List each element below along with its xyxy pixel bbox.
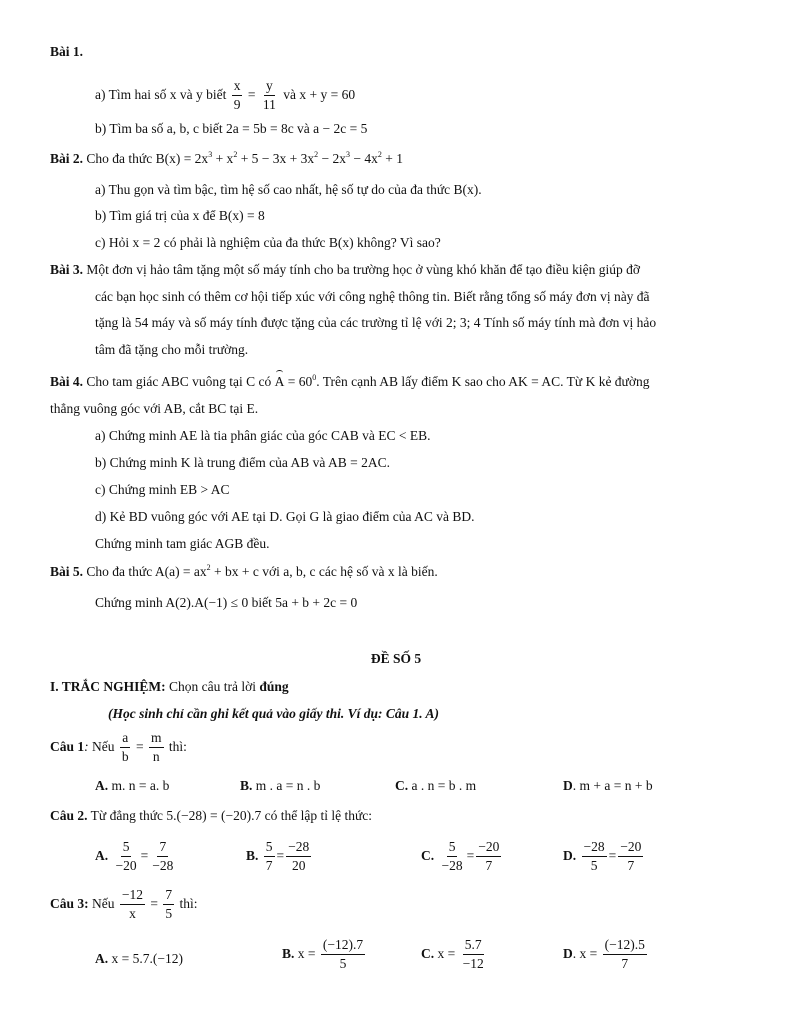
cau2-text: Từ đẳng thức 5.(−28) = (−20).7 có thể lập tỉ lệ thức: [90,808,373,823]
option-letter: B. [240,778,253,793]
option-letter: B. [282,945,295,961]
bai1-b: b) Tìm ba số a, b, c biết 2a = 5b = 8c và a − 2c = 5 [95,121,368,136]
part1-note: (Học sinh chỉ cần ghi kết quả vào giấy thi. Ví dụ: Câu 1. A) [108,706,440,721]
option-pre: . x = [572,945,598,961]
fraction [476,840,501,873]
option-pre: x = [297,945,316,961]
option-letter: C. [395,778,409,793]
de-title: ĐỀ SỐ 5 [370,651,422,666]
bai2-b: b) Tìm giá trị của x để B(x) = 8 [95,208,265,223]
num: 5 [447,840,458,857]
num: −28 [286,840,311,857]
cau1-option-a [95,779,169,793]
angle-a: A [274,374,285,389]
cau2-option-a [95,840,177,873]
option-value: x = 5.7.(−12) [111,951,183,966]
cau2-label: Câu 2. [50,808,88,823]
option-letter: B. [246,847,259,863]
den: b [121,749,129,765]
equals: = [150,895,159,911]
fraction-m-n [149,731,164,764]
fraction [321,938,365,971]
fraction [603,938,647,971]
bai1-title: Bài 1. [50,44,84,59]
den: 11 [262,97,276,113]
num: x [232,79,243,96]
cau3-question [50,888,198,921]
fraction-x-9 [232,79,243,112]
cau2-question [50,809,372,823]
bai3-line1 [50,263,640,277]
den: 5 [339,956,347,972]
den: −20 [115,858,137,874]
bai1-a [95,79,355,112]
num: 7 [163,888,174,905]
fraction [461,938,486,971]
part1-header [50,680,289,694]
den: −28 [152,858,174,874]
cau3-option-b [282,938,367,971]
option-letter: D [563,945,573,961]
bai5-line2: Chứng minh A(2).A(−1) ≤ 0 biết 5a + b + 2c = 0 [95,595,358,610]
exp: 3 [208,150,213,159]
den: −28 [441,858,463,874]
option-value: m. n = a. b [111,778,170,793]
den: 9 [233,97,241,113]
cau2-option-d [563,840,645,873]
exp: 3 [346,150,351,159]
bai4-text2: . Trên cạnh AB lấy điểm K sao cho AK = AC. Từ K kẻ đường [316,374,650,389]
bai5-text: Cho đa thức A(a) = ax [86,564,207,579]
num: 7 [157,840,168,857]
num: m [149,731,164,748]
term: − 2x [318,151,347,166]
cau3-option-a [95,952,183,966]
cau2-option-c [421,840,503,873]
den: −12 [462,956,484,972]
fraction [163,888,174,921]
bai2-title: Bài 2. [50,151,84,166]
degree: 0 [312,373,317,382]
cau1-label: Câu 1 [50,738,85,754]
den: 7 [621,956,629,972]
num: −28 [582,840,607,857]
part1-text: Chọn câu trả lời [169,679,257,694]
cau1-question [50,731,187,764]
den: 5 [165,906,173,922]
equals: = [247,86,256,102]
exp: 2 [206,563,211,572]
cau1-option-d [563,779,653,793]
bai2-intro: Cho đa thức B(x) = 2x [86,151,209,166]
bai4-line2: thẳng vuông góc với AB, cắt BC tại E. [50,401,259,416]
option-value: m . a = n . b [255,778,321,793]
bai3-title: Bài 3. [50,262,84,277]
cau3-pre: Nếu [92,895,115,911]
bai4-eq: = 60 [287,374,313,389]
exp: 2 [377,150,382,159]
option-letter: A. [95,847,109,863]
bai2-c: c) Hỏi x = 2 có phải là nghiệm của đa thức B(x) không? Vì sao? [95,235,441,250]
bai2-a: a) Thu gọn và tìm bậc, tìm hệ số cao nhất, hệ số tự do của đa thức B(x). [95,182,482,197]
exp: 2 [233,150,238,159]
den: n [152,749,160,765]
bai3-line4: tâm đã tặng cho mỗi trường. [95,342,249,357]
cau3-label: Câu 3: [50,895,89,911]
num: 5.7 [463,938,484,955]
bai4-e: Chứng minh tam giác AGB đều. [95,536,270,551]
fraction-y-11 [261,79,278,112]
den: 7 [485,858,493,874]
option-letter: C. [421,847,435,863]
fraction-a-b [120,731,131,764]
option-letter: A. [95,778,109,793]
num: a [120,731,130,748]
term: − 4x [350,151,378,166]
cau1-post: thì: [168,738,187,754]
den: 20 [291,858,306,874]
bai3-line3: tặng là 54 máy và số máy tính được tặng của các trường tỉ lệ với 2; 3; 4 Tính số máy tính mà đơn vị hảo [95,315,657,330]
bai2-line [50,152,403,166]
den: 7 [265,858,273,874]
bai5-text2: + bx + c với a, b, c các hệ số và x là biến. [210,564,438,579]
option-letter: C. [421,945,435,961]
cau1-pre: Nếu [92,738,115,754]
option-value: . m + a = n + b [572,778,653,793]
equals: = [466,847,475,863]
term: + 5 − 3x + 3x [237,151,315,166]
option-letter: D [563,778,573,793]
bai3-line2: các bạn học sinh có thêm cơ hội tiếp xúc với công nghệ thông tin. Biết rằng tổng số máy đơn vị này đã [95,289,650,304]
fraction [286,840,311,873]
cau3-option-d [563,938,649,971]
bai4-d: d) Kẻ BD vuông góc với AE tại D. Gọi G là giao điểm của AC và BD. [95,509,475,524]
term: + x [212,151,234,166]
fraction [264,840,275,873]
den: 5 [590,858,598,874]
fraction [120,888,145,921]
cau1-option-b [240,779,320,793]
equals: = [608,847,617,863]
num: −12 [120,888,145,905]
bai4-title: Bài 4. [50,374,84,389]
bai1-a-post: và x + y = 60 [283,86,356,102]
bai3-text: Một đơn vị hảo tâm tặng một số máy tính cho ba trường học ở vùng khó khăn để tạo điều kiện giúp đỡ [86,262,641,277]
equals: = [140,847,149,863]
part1-title: I. TRẮC NGHIỆM: [50,679,166,694]
num: 5 [121,840,132,857]
num: (−12).7 [321,938,365,955]
fraction [114,840,139,873]
exp: 2 [314,150,319,159]
option-value: a . n = b . m [411,778,477,793]
den: x [129,906,136,922]
fraction [582,840,607,873]
cau3-option-c [421,938,488,971]
num: (−12).5 [603,938,647,955]
bai4-text: Cho tam giác ABC vuông tại C có [86,374,272,389]
num: y [264,79,275,96]
bai4-b: b) Chứng minh K là trung điểm của AB và AB = 2AC. [95,455,391,470]
equals: = [136,738,144,754]
fraction [440,840,465,873]
num: −20 [476,840,501,857]
option-letter: A. [95,951,109,966]
fraction [618,840,643,873]
bai5-title: Bài 5. [50,564,84,579]
cau2-option-b [246,840,313,873]
colon: : [84,738,89,754]
option-pre: x = [437,945,456,961]
option-letter: D. [563,847,577,863]
bai4-a: a) Chứng minh AE là tia phân giác của góc CAB và EC < EB. [95,428,431,443]
bai5-line1 [50,565,438,579]
bai4-c: c) Chứng minh EB > AC [95,482,230,497]
bai4-line1 [50,375,650,389]
term: + 1 [381,151,404,166]
equals: = [276,847,285,863]
bai1-a-text: a) Tìm hai số x và y biết [95,86,227,102]
num: −20 [618,840,643,857]
cau3-post: thì: [179,895,198,911]
part1-bold: đúng [259,679,289,694]
cau1-option-c [395,779,476,793]
num: 5 [264,840,275,857]
fraction [150,840,175,873]
den: 7 [627,858,635,874]
